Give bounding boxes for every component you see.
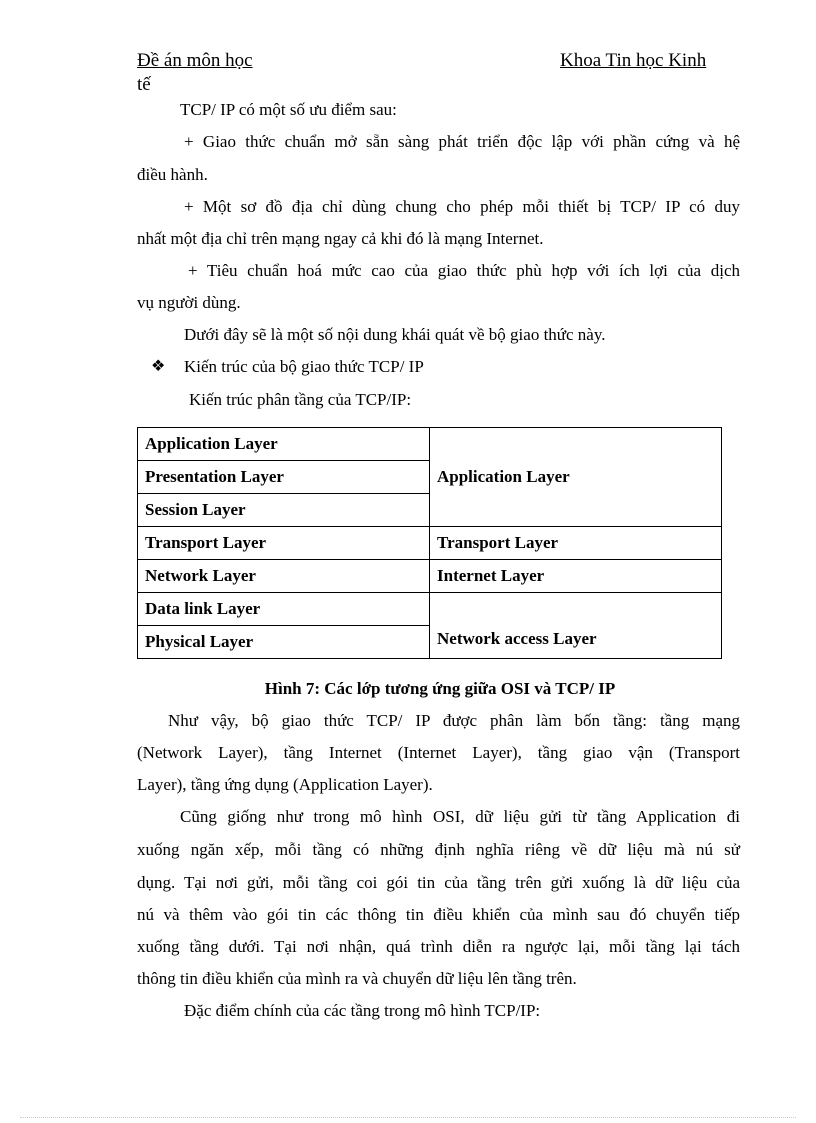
tcpip-cell: Internet Layer xyxy=(430,560,722,593)
paragraph-1-line: Như vậy, bộ giao thức TCP/ IP được phân làm bốn tầng: tầng mạng xyxy=(168,711,740,730)
paragraph-1-line: Layer), tầng ứng dụng (Application Layer). xyxy=(137,775,433,794)
osi-cell: Network Layer xyxy=(138,560,430,593)
diamond-bullet-icon: ❖ xyxy=(151,358,166,375)
paragraph-2-line: nú và thêm vào gói tin các thông tin điều khiển của mình sau đó chuyển tiếp xyxy=(137,905,740,924)
header-left-title: Đề án môn học xyxy=(137,50,253,71)
tcpip-cell: Transport Layer xyxy=(430,527,722,560)
paragraph-1-line: (Network Layer), tầng Internet (Internet Layer), tầng giao vận (Transport xyxy=(137,743,740,762)
summary-text: Dưới đây sẽ là một số nội dung khái quát về bộ giao thức này. xyxy=(184,325,606,344)
paragraph-2-line: xuống tầng dưới. Tại nơi nhận, quá trình diễn ra ngược lại, mỗi tầng lại tách xyxy=(137,937,740,956)
osi-cell: Application Layer xyxy=(138,428,430,461)
tcpip-cell: Application Layer xyxy=(430,428,722,527)
advantage-1-line-2: điều hành. xyxy=(137,165,208,184)
osi-cell: Data link Layer xyxy=(138,593,430,626)
subheading: Kiến trúc phân tầng của TCP/IP: xyxy=(189,390,412,409)
table-row xyxy=(138,593,722,626)
advantage-3-line-2: vụ người dùng. xyxy=(137,293,241,312)
section-heading: Kiến trúc của bộ giao thức TCP/ IP xyxy=(184,357,424,376)
table-row xyxy=(138,527,722,560)
paragraph-2-line: Cũng giống như trong mô hình OSI, dữ liệu gửi từ tầng Application đi xyxy=(180,807,740,826)
osi-cell: Transport Layer xyxy=(138,527,430,560)
table-row xyxy=(138,428,722,461)
table-row xyxy=(138,560,722,593)
advantage-3-line-1: + Tiêu chuẩn hoá mức cao của giao thức phù hợp với ích lợi của dịch xyxy=(188,261,740,280)
figure-caption: Hình 7: Các lớp tương ứng giữa OSI và TCP/ IP xyxy=(264,679,616,698)
osi-cell: Session Layer xyxy=(138,494,430,527)
advantage-2-line-1: + Một sơ đồ địa chỉ dùng chung cho phép mỗi thiết bị TCP/ IP có duy xyxy=(184,197,740,216)
osi-cell: Physical Layer xyxy=(138,626,430,659)
header-right-title-wrap: tế xyxy=(137,74,151,95)
page-bottom-divider xyxy=(20,1117,796,1118)
paragraph-2-line: xuống ngăn xếp, mỗi tầng có những định nghĩa riêng về dữ liệu mà nú sử xyxy=(137,840,740,859)
paragraph-2-line: dụng. Tại nơi gửi, mỗi tầng coi gói tin của tầng trên gửi xuống là dữ liệu của xyxy=(137,873,740,892)
paragraph-2-line: thông tin điều khiển của mình ra và chuyển dữ liệu lên tầng trên. xyxy=(137,969,577,988)
intro-text: TCP/ IP có một số ưu điểm sau: xyxy=(180,100,397,119)
tcpip-cell: Network access Layer xyxy=(430,593,722,659)
osi-tcpip-table xyxy=(137,427,722,659)
closing-text: Đặc điểm chính của các tầng trong mô hình TCP/IP: xyxy=(184,1001,541,1020)
advantage-2-line-2: nhất một địa chỉ trên mạng ngay cả khi đó là mạng Internet. xyxy=(137,229,544,248)
osi-cell: Presentation Layer xyxy=(138,461,430,494)
header-right-title: Khoa Tin học Kinh xyxy=(560,50,707,71)
advantage-1-line-1: + Giao thức chuẩn mở sẵn sàng phát triển độc lập với phần cứng và hệ xyxy=(184,132,740,151)
